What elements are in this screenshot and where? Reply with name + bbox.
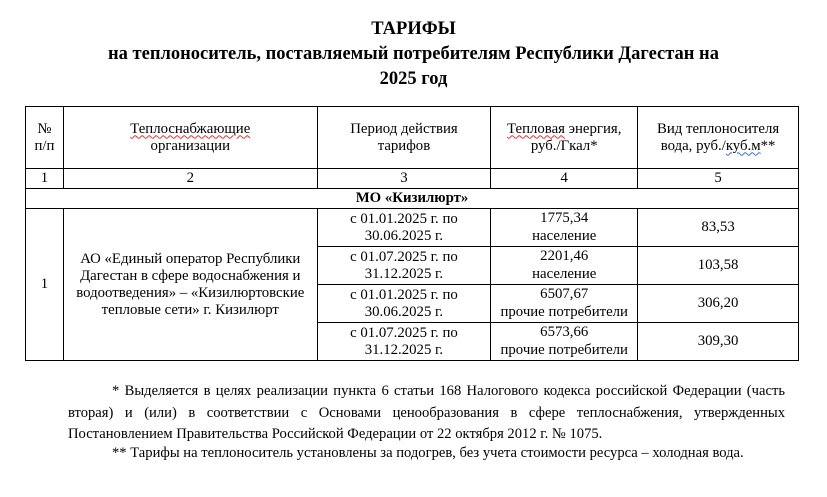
header-carrier-unit: вода, руб./ [660,137,726,154]
header-energy [491,107,638,169]
section-heading: МО «Кизилюрт» [26,189,799,209]
consumer-category: население [532,228,597,244]
header-num [26,107,64,169]
header-period-line2: тарифов [377,137,431,154]
water-price: 83,53 [638,209,799,247]
header-carrier [638,107,799,169]
header-org-rest: организации [150,137,230,154]
footnote-heating [68,443,785,465]
header-org-word: Теплоснабжающие [130,120,251,137]
header-organizations [63,107,317,169]
energy-cell [491,247,638,285]
col-number-3: 3 [317,169,491,189]
energy-cell [491,323,638,361]
col-number-1: 1 [26,169,64,189]
period-cell [317,323,491,361]
water-price: 309,30 [638,323,799,361]
header-carrier-unit-word: куб.м [725,137,761,154]
period-start: с 01.01.2025 г. по [350,210,458,227]
water-price: 103,58 [638,247,799,285]
col-number-2: 2 [63,169,317,189]
organization-name: АО «Единый оператор Республики Дагестан в сфере водоснабжения и водоотведения» – «Кизилюртовские тепловые сети» г. Кизилюрт [63,209,317,361]
energy-cell [491,209,638,247]
consumer-category: прочие потребители [500,304,628,320]
energy-cell [491,285,638,323]
tariffs-table [25,106,799,361]
col-number-5: 5 [638,169,799,189]
document-year: 2025 год [379,69,448,89]
energy-value: 6573,66 [540,324,589,340]
period-start: с 01.01.2025 г. по [350,286,458,303]
period-start: с 01.07.2025 г. по [350,248,458,265]
consumer-category: прочие потребители [500,342,628,358]
header-energy-word: Тепловая [507,120,565,137]
period-end: 30.06.2025 г. [364,303,444,320]
column-number-row [26,169,799,189]
consumer-category: население [532,266,597,282]
row-number: 1 [26,209,64,361]
col-number-4: 4 [491,169,638,189]
table-row [26,209,799,247]
period-cell [317,209,491,247]
energy-value: 1775,34 [540,210,589,226]
period-end: 30.06.2025 г. [364,227,444,244]
header-num-line2: п/п [34,137,55,154]
header-row [26,107,799,169]
footnote-vat [68,381,785,446]
energy-value: 6507,67 [540,286,589,302]
footnote-vat-text: * Выделяется в целях реализации пункта 6 статьи 168 Налогового кодекса российской Федерации (часть вторая) и (или) в соответствии с Основами ценообразования в сфере теплоснабжения, утвержденных Постановлением Правительства Российской Федерации от 22 октября 2012 г. № 1075. [68,383,785,442]
header-carrier-line1: Вид теплоносителя [656,120,780,137]
energy-value: 2201,46 [540,248,589,264]
header-carrier-unit-mark: ** [760,137,776,154]
header-num-line1: № [37,120,52,137]
water-price: 306,20 [638,285,799,323]
period-cell [317,285,491,323]
header-energy-unit: руб./Гкал* [530,137,598,154]
period-start: с 01.07.2025 г. по [350,324,458,341]
document-subtitle: на теплоноситель, поставляемый потребителям Республики Дагестан на [108,44,719,64]
period-end: 31.12.2025 г. [364,341,444,358]
period-cell [317,247,491,285]
header-period-line1: Период действия [350,120,458,137]
header-energy-rest: энергия, [564,120,622,137]
section-row [26,189,799,209]
header-period [317,107,491,169]
footnote-heating-text: ** Тарифы на теплоноситель установлены за подогрев, без учета стоимости ресурса – холодная вода. [112,445,744,461]
period-end: 31.12.2025 г. [364,265,444,282]
document-title: ТАРИФЫ [371,19,456,39]
